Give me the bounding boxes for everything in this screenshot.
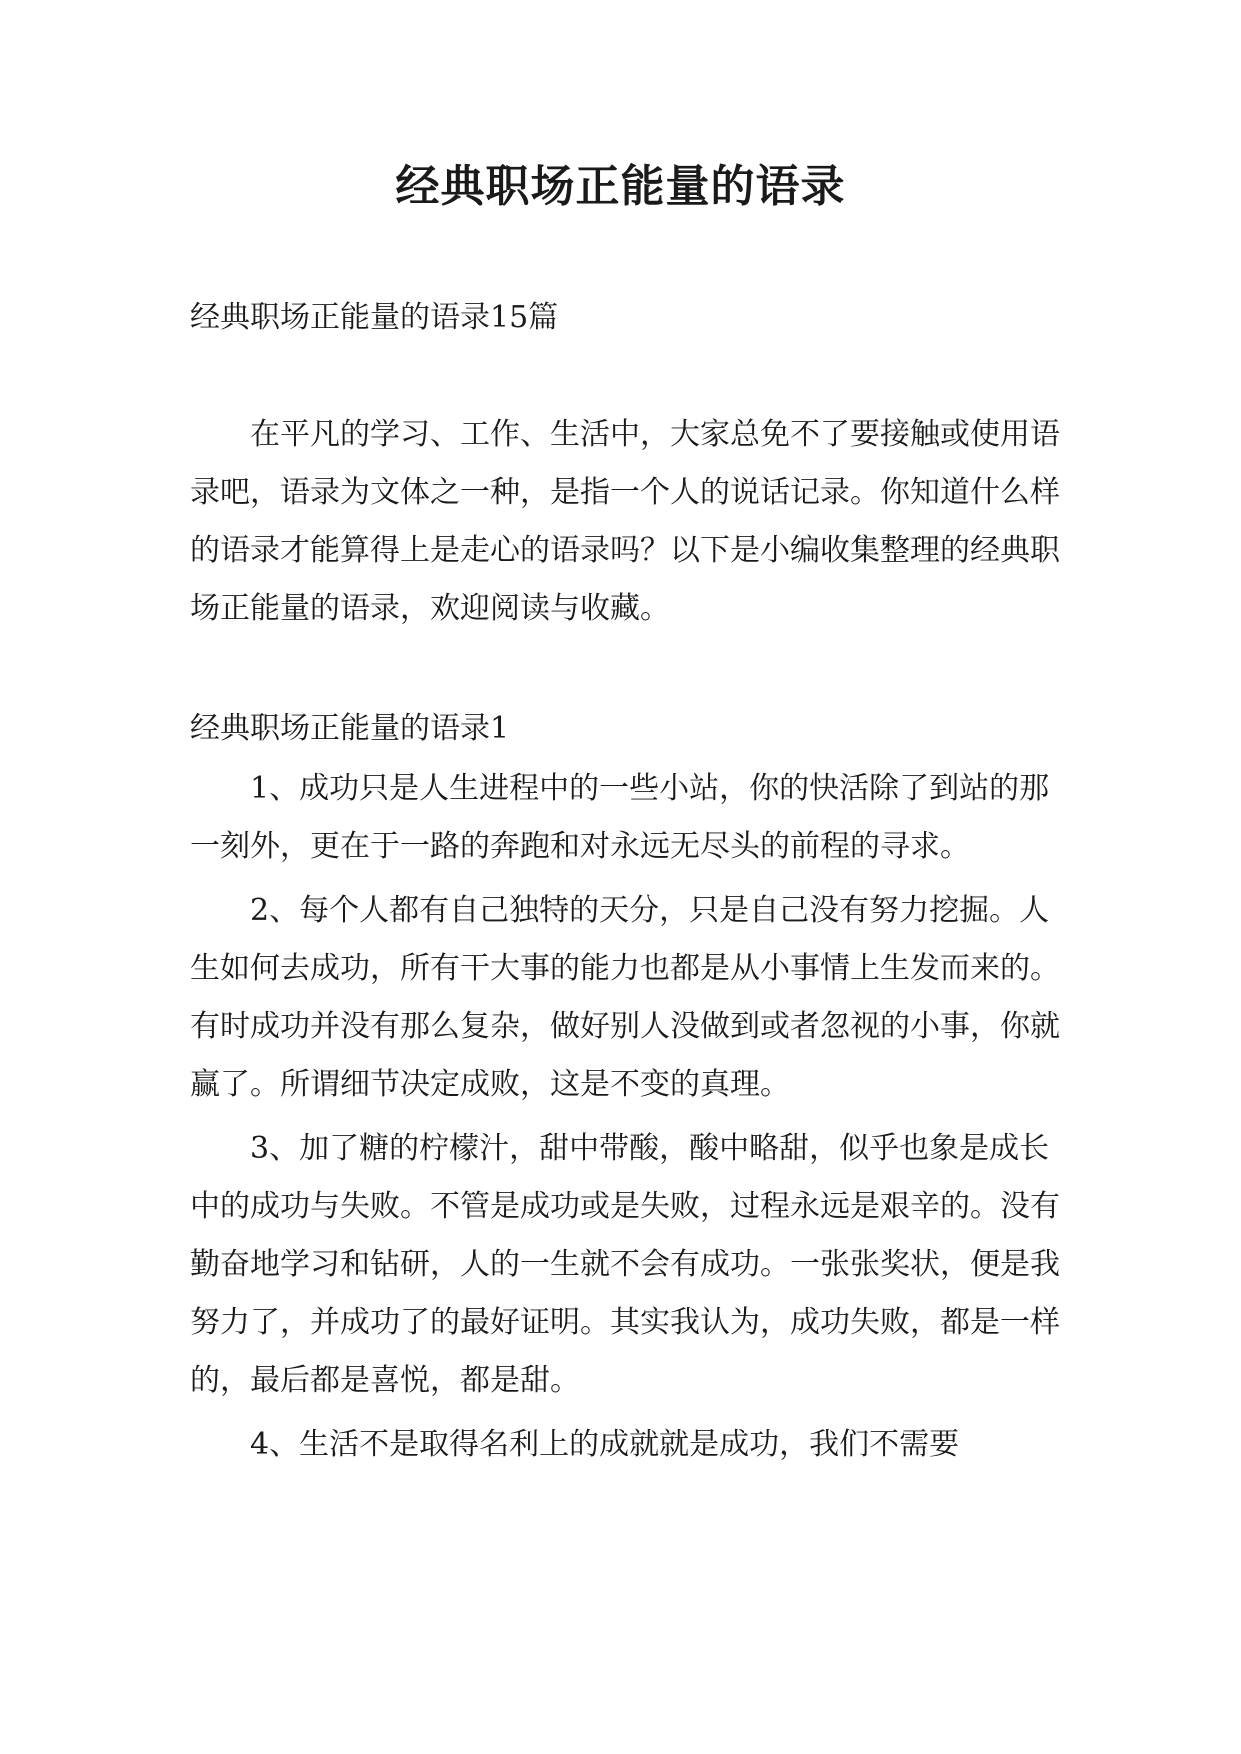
quote-item: 4、生活不是取得名利上的成就就是成功，我们不需要 — [250, 1427, 960, 1462]
quote-item: 3、加了糖的柠檬汁，甜中带酸，酸中略甜，似乎也象是成长中的成功与失败。不管是成功或是失败，过程永远是艰辛的。没有勤奋地学习和钻研，人的一生就不会有成功。一张张奖状，便是我努力了，并成功了的最好证明。其实我认为，成功失败，都是一样的，最后都是喜悦，都是甜。 — [190, 1131, 1060, 1398]
quote-item: 2、每个人都有自己独特的天分，只是自己没有努力挖掘。人生如何去成功，所有干大事的能力也都是从小事情上生发而来的。有时成功并没有那么复杂，做好别人没做到或者忽视的小事，你就赢了。所谓细节决定成败，这是不变的真理。 — [190, 893, 1060, 1102]
document-title: 经典职场正能量的语录 — [395, 161, 846, 212]
document-subtitle: 经典职场正能量的语录15篇 — [190, 300, 559, 335]
section-heading: 经典职场正能量的语录1 — [190, 711, 510, 746]
quote-item: 1、成功只是人生进程中的一些小站，你的快活除了到站的那一刻外，更在于一路的奔跑和对永远无尽头的前程的寻求。 — [190, 771, 1050, 864]
intro-paragraph: 在平凡的学习、工作、生活中，大家总免不了要接触或使用语录吧，语录为文体之一种，是指一个人的说话记录。你知道什么样的语录才能算得上是走心的语录吗？以下是小编收集整理的经典职场正能量的语录，欢迎阅读与收藏。 — [190, 417, 1060, 626]
quote-list — [190, 760, 1060, 1480]
